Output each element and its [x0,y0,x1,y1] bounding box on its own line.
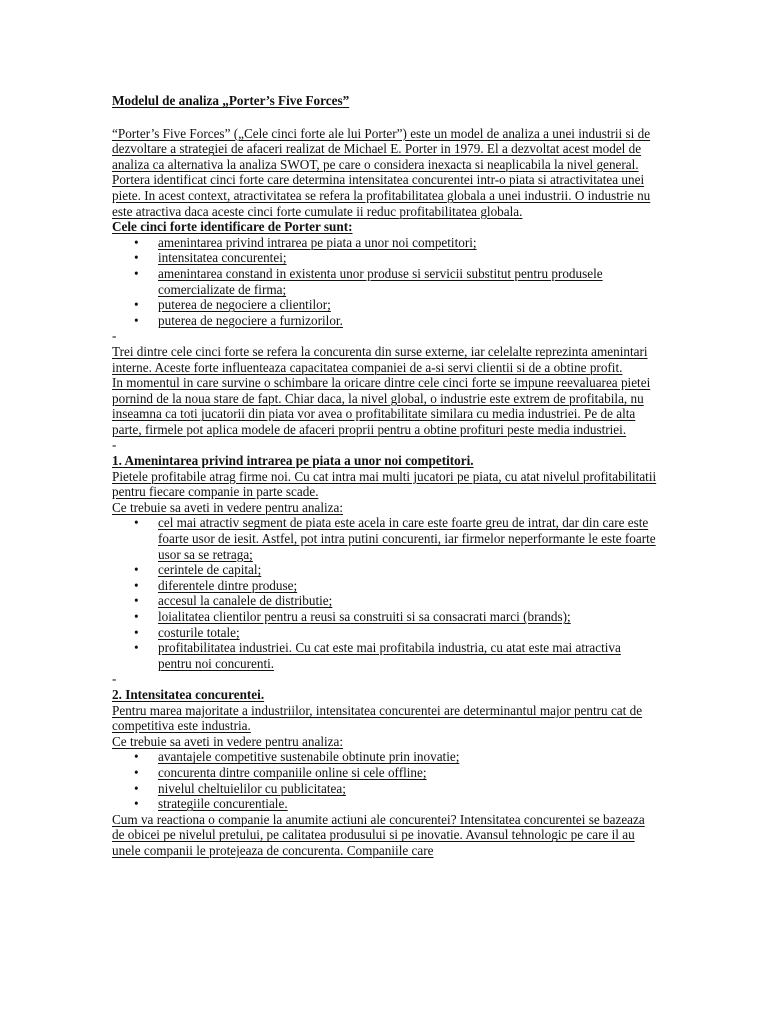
list-item: • costurile totale; [112,625,657,641]
paragraph-change: In momentul in care survine o schimbare la oricare dintre cele cinci forte se impune reevaluarea pietei pornind de la noua stare de fapt. Chiar daca, la nivel global, o industrie este extrem de profitabila, nu inseamna ca toti jucatorii din piata vor avea o profitabilitate similara cu media industriei. Pe de alta parte, firmele pot aplica modele de afaceri proprii pentru a obtine profituri peste media industriei. [112,375,651,437]
list-item: • nivelul cheltuielilor cu publicitatea; [112,781,657,797]
list-item: • amenintarea constand in existenta unor produse si servicii substitut pentru produsele comercializate de firma; [112,266,657,297]
intro-paragraph-2: Portera identificat cinci forte care determina intensitatea concurentei intr-o piata si atractivitatea unei piete. In acest context, atractivitatea se refera la profitabilitatea globala a unei industrii. O industrie nu este atractiva daca aceste cinci forte cumulate ii reduc profitabilitatea globala. [112,172,651,219]
separator-dash: - [112,328,117,344]
section-2-subheading: Ce trebuie sa aveti in vedere pentru analiza: [112,733,344,749]
list-item: • accesul la canalele de distributie; [112,593,657,609]
section-1-text: Pietele profitabile atrag firme noi. Cu cat intra mai multi jucatori pe piata, cu atat nivelul profitabilitatii pentru fiecare companie in parte scade. [112,468,657,500]
list-item: • loialitatea clientilor pentru a reusi sa construiti si sa consacrati marci (brands); [112,609,657,625]
list-item: • puterea de negociere a clientilor; [112,297,657,313]
list-item: • cerintele de capital; [112,562,657,578]
forces-list [112,235,657,329]
spacer [112,109,657,126]
list-item: • amenintarea privind intrarea pe piata a unor noi competitori; [112,235,657,251]
list-item: • concurenta dintre companiile online si cele offline; [112,765,657,781]
section-2-text: Pentru marea majoritate a industriilor, intensitatea concurentei are determinantul major pentru cat de competitiva este industria. [112,702,643,734]
list-item: • profitabilitatea industriei. Cu cat este mai profitabila industria, cu atat este mai atractiva pentru noi concurenti. [112,640,657,671]
list-item: • cel mai atractiv segment de piata este acela in care este foarte greu de intrat, dar din care este foarte usor de iesit. Astfel, pot intra putini concurenti, iar firmelor neperformante le este foarte usor sa se retraga; [112,515,657,562]
section-1-heading: 1. Amenintarea privind intrarea pe piata a unor noi competitori. [112,453,474,469]
document-page [112,93,657,859]
list-item: • avantajele competitive sustenabile obtinute prin inovatie; [112,749,657,765]
forces-heading: Cele cinci forte identificare de Porter sunt: [112,219,353,235]
section-1-subheading: Ce trebuie sa aveti in vedere pentru analiza: [112,499,344,515]
intro-paragraph: “Porter’s Five Forces” („Cele cinci forte ale lui Porter”) este un model de analiza a unei industrii si de dezvoltare a strategiei de afaceri realizat de Michael E. Porter in 1979. El a dezvoltat acest model de analiza ca alternativa la analiza SWOT, pe care o considera inexacta si neaplicabila la nivel general. [112,125,651,172]
list-item: • diferentele dintre produse; [112,578,657,594]
section-1-list [112,515,657,671]
section-2-heading: 2. Intensitatea concurentei. [112,686,265,702]
paragraph-external-forces: Trei dintre cele cinci forte se refera la concurenta din surse externe, iar celelalte reprezinta amenintari interne. Aceste forte influenteaza capacitatea companiei de a-si servi clientii si de a obtine profit. [112,343,648,375]
list-item: • puterea de negociere a furnizorilor. [112,313,657,329]
separator-dash: - [112,437,117,453]
list-item: • strategiile concurentiale. [112,796,657,812]
document-title: Modelul de analiza „Porter’s Five Forces” [112,93,350,108]
list-item: • intensitatea concurentei; [112,250,657,266]
separator-dash: - [112,671,117,687]
section-2-list [112,749,657,811]
section-2-text-2: Cum va reactiona o companie la anumite actiuni ale concurentei? Intensitatea concurentei se bazeaza de obicei pe nivelul pretului, pe calitatea produsului si pe inovatie. Avansul tehnologic pe care il au unele companii le protejeaza de concurenta. Companiile care [112,811,645,858]
